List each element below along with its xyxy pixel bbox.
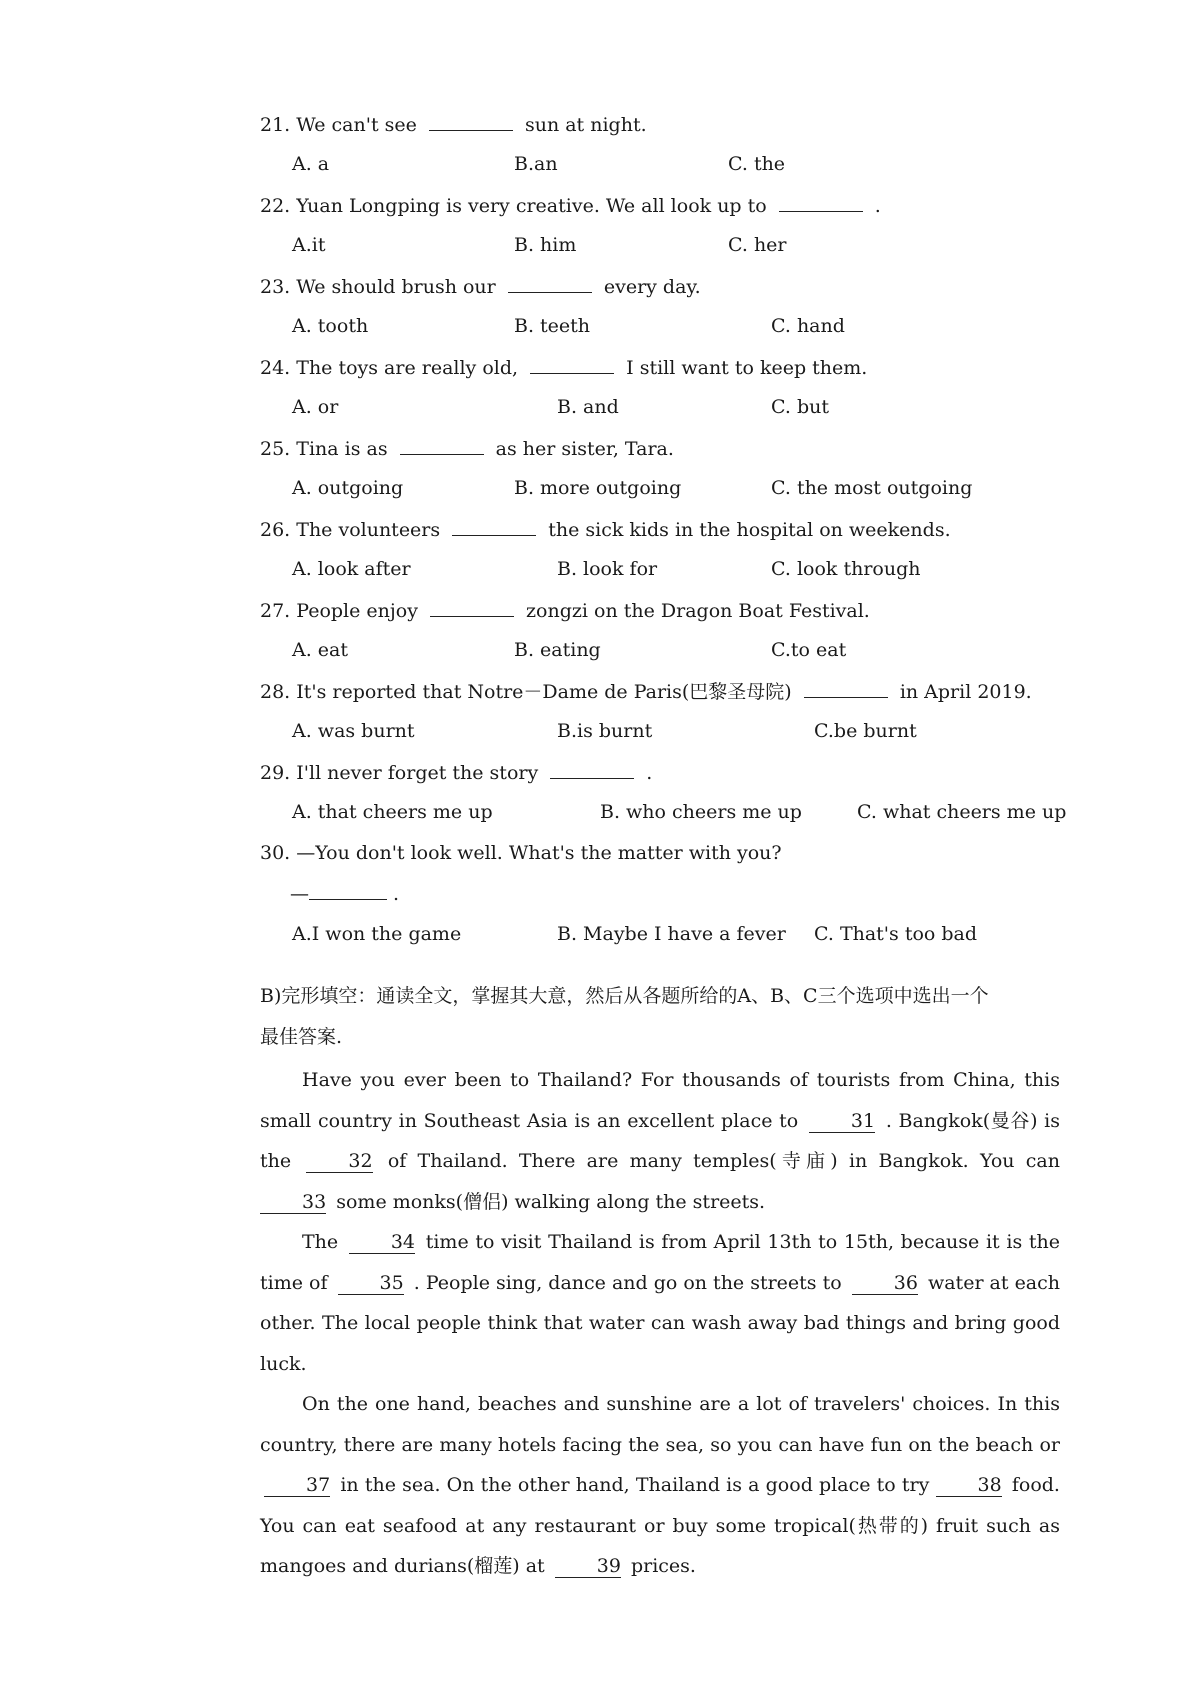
question-text: People enjoy: [296, 600, 418, 622]
question-22: [260, 193, 881, 218]
cloze-blank-37: 37: [264, 1474, 330, 1497]
cloze-blank-31: 31: [809, 1110, 875, 1133]
option-c: C. hand: [771, 315, 845, 337]
option-c: C. the most outgoing: [771, 477, 973, 499]
question-number: 27.: [260, 600, 291, 622]
answer-blank: [400, 436, 484, 455]
question-24: [260, 355, 867, 380]
question-number: 24.: [260, 357, 291, 379]
question-number: 22.: [260, 195, 291, 217]
question-number: 26.: [260, 519, 291, 541]
option-a: A. a: [292, 153, 330, 175]
question-text: The toys are really old,: [296, 357, 519, 379]
question-29: [260, 760, 652, 785]
question-text: zongzi on the Dragon Boat Festival.: [526, 600, 870, 622]
option-b: B. more outgoing: [514, 477, 682, 499]
question-text: .: [646, 762, 653, 784]
option-a: A. or: [292, 396, 339, 418]
passage-text: water at each other. The local people think that water can wash away bad things and bring good luck.: [260, 1271, 1061, 1375]
passage-text: time to visit Thailand is from April 13th to 15th, because it is the time of: [260, 1231, 1060, 1294]
option-a: A.I won the game: [292, 923, 462, 945]
option-b: B. him: [514, 234, 577, 256]
option-c: C. but: [771, 396, 829, 418]
question-26: [260, 517, 951, 542]
passage-text: prices.: [630, 1555, 696, 1577]
question-text: Yuan Longping is very creative. We all look up to: [296, 195, 767, 217]
question-text: —You don't look well. What's the matter with you?: [296, 842, 782, 864]
passage-text: some monks(僧侣) walking along the streets.: [336, 1190, 766, 1213]
option-c: C.to eat: [771, 639, 847, 661]
passage-text: in the sea. On the other hand, Thailand is a good place to try: [340, 1474, 930, 1496]
answer-blank: [779, 193, 863, 212]
question-number: 29.: [260, 762, 291, 784]
cloze-blank-35: 35: [338, 1272, 404, 1295]
question-text: It's reported that Notre－Dame de Paris(巴黎圣母院): [296, 681, 792, 703]
passage-text: Have you ever been to Thailand? For thousands of tourists from China, this small country in Southeast Asia is an excellent place to: [260, 1069, 1060, 1132]
answer-blank: [804, 679, 888, 698]
option-c: C.be burnt: [814, 720, 917, 742]
passage-paragraph-3: [260, 1384, 1060, 1587]
option-b: B. eating: [514, 639, 601, 661]
answer-blank: [508, 274, 592, 293]
option-b: B. look for: [557, 558, 658, 580]
option-c: C. look through: [771, 558, 921, 580]
option-a: A. tooth: [292, 315, 369, 337]
question-number: 25.: [260, 438, 291, 460]
option-c: C. her: [728, 234, 787, 256]
question-27: [260, 598, 870, 623]
option-a: A.it: [292, 234, 326, 256]
question-number: 23.: [260, 276, 291, 298]
passage-paragraph-2: [260, 1222, 1060, 1384]
answer-blank: [452, 517, 536, 536]
option-a: A. eat: [292, 639, 349, 661]
option-a: A. outgoing: [292, 477, 404, 499]
option-c: C. the: [728, 153, 786, 175]
passage-text: food. You can eat seafood at any restaurant or buy some tropical(热带的) fruit such as mangoes and durians(榴莲) at: [260, 1474, 1060, 1577]
question-text: We can't see: [296, 114, 417, 136]
passage-text: On the one hand, beaches and sunshine are a lot of travelers' choices. In this country, there are many hotels facing the sea, so you can have fun on the beach or: [260, 1393, 1060, 1456]
question-text: We should brush our: [296, 276, 496, 298]
question-text: Tina is as: [296, 438, 388, 460]
option-a: A. that cheers me up: [292, 801, 493, 823]
question-28: [260, 679, 1032, 704]
question-number: 21.: [260, 114, 291, 136]
question-text: every day.: [603, 276, 701, 298]
question-text: The volunteers: [296, 519, 441, 541]
question-text: as her sister, Tara.: [495, 438, 674, 460]
answer-blank: [429, 112, 513, 131]
option-b: B.is burnt: [557, 720, 653, 742]
option-c: C. what cheers me up: [857, 801, 1067, 823]
question-30-reply: [290, 881, 399, 906]
answer-blank: [550, 760, 634, 779]
option-c: C. That's too bad: [814, 923, 978, 945]
option-b: B. teeth: [514, 315, 591, 337]
option-b: B.an: [514, 153, 558, 175]
question-text: I still want to keep them.: [626, 357, 868, 379]
question-text: I'll never forget the story: [296, 762, 539, 784]
passage-text: . People sing, dance and go on the streets to: [413, 1271, 842, 1294]
question-21: [260, 112, 647, 137]
option-b: B. who cheers me up: [600, 801, 802, 823]
question-30: [260, 841, 782, 865]
answer-blank: [530, 355, 614, 374]
passage-text: The: [302, 1231, 339, 1253]
answer-blank: [430, 598, 514, 617]
cloze-blank-38: 38: [936, 1474, 1002, 1497]
question-number: 28.: [260, 681, 291, 703]
question-23: [260, 274, 701, 299]
option-a: A. look after: [292, 558, 411, 580]
cloze-blank-32: 32: [306, 1150, 372, 1173]
question-25: [260, 436, 674, 461]
cloze-blank-33: 33: [260, 1191, 326, 1214]
cloze-blank-34: 34: [349, 1231, 415, 1254]
reply-dash: —: [290, 883, 309, 905]
question-number: 30.: [260, 842, 291, 864]
question-text: .: [393, 883, 400, 905]
section-b-heading-cont: 最佳答案.: [260, 1026, 343, 1048]
option-a: A. was burnt: [292, 720, 415, 742]
option-b: B. Maybe I have a fever: [557, 923, 786, 945]
passage-text: . Bangkok(曼谷) is the: [260, 1109, 1060, 1172]
question-text: in April 2019.: [899, 681, 1032, 703]
cloze-blank-39: 39: [555, 1555, 621, 1578]
passage-paragraph-1: [260, 1060, 1060, 1222]
section-b-heading: B)完形填空：通读全文，掌握其大意，然后从各题所给的A、B、C三个选项中选出一个: [260, 985, 989, 1007]
answer-blank: [309, 881, 387, 900]
question-text: the sick kids in the hospital on weekends.: [548, 519, 951, 541]
question-text: sun at night.: [524, 114, 647, 136]
question-text: .: [874, 195, 881, 217]
option-b: B. and: [557, 396, 619, 418]
cloze-blank-36: 36: [852, 1272, 918, 1295]
passage-text: of Thailand. There are many temples(寺庙) in Bangkok. You can: [387, 1150, 1060, 1172]
